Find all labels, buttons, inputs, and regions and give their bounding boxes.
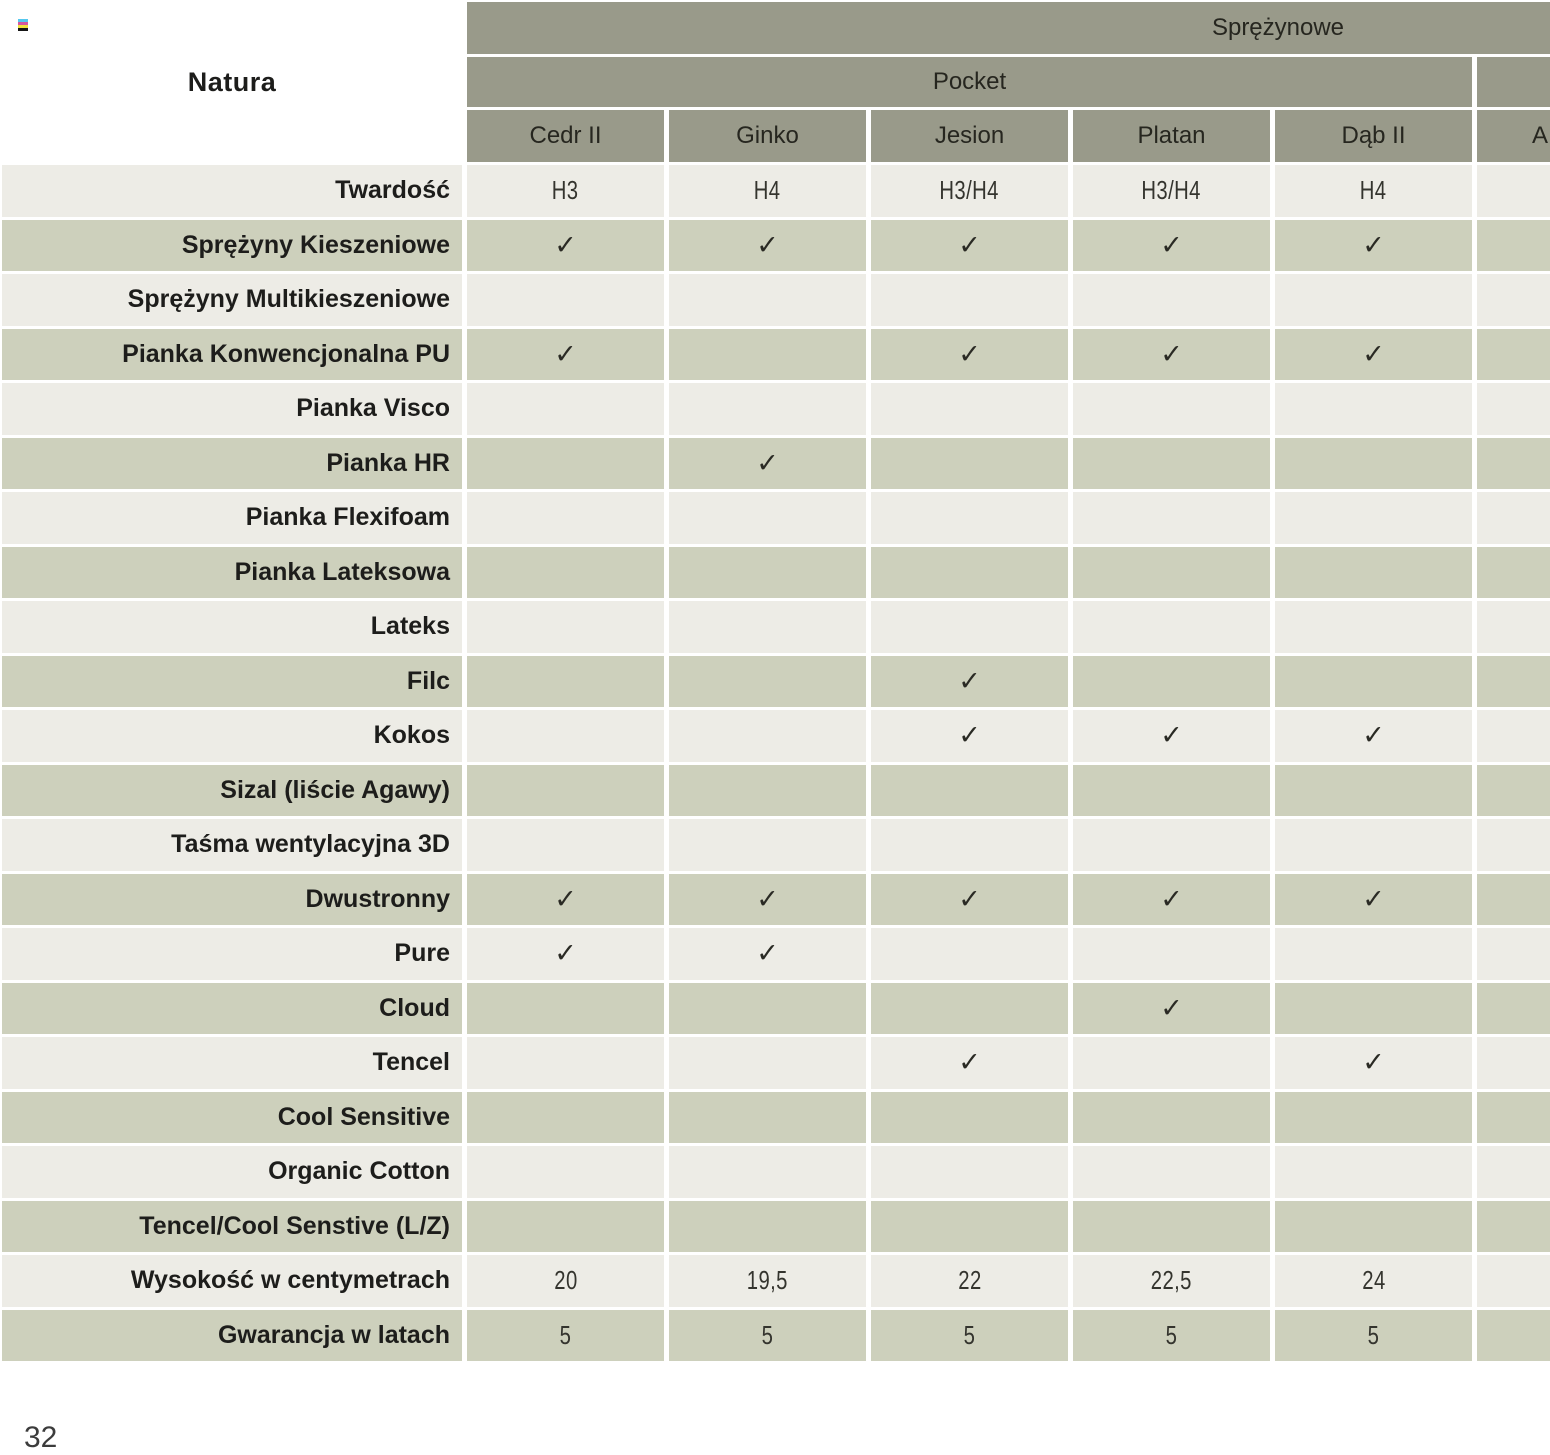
subgroup-header-partial (1477, 57, 1550, 107)
table-cell (1073, 765, 1270, 817)
table-cell (1073, 1037, 1270, 1089)
check-icon: ✓ (756, 883, 779, 914)
row-label: Pianka Visco (2, 383, 462, 435)
table-cell (1073, 656, 1270, 708)
cell-value: 5 (1165, 1319, 1178, 1350)
table-cell (669, 819, 866, 871)
table-cell (467, 329, 664, 381)
table-cell (1073, 983, 1270, 1035)
table-cell (1275, 1037, 1472, 1089)
table-cell (467, 819, 664, 871)
table-cell (669, 1092, 866, 1144)
row-label: Wysokość w centymetrach (2, 1255, 462, 1307)
table-cell (1073, 601, 1270, 653)
column-header-label: Ginko (736, 122, 799, 149)
check-icon: ✓ (1362, 1047, 1385, 1078)
row-label: Taśma wentylacyjna 3D (2, 819, 462, 871)
table-cell (467, 1146, 664, 1198)
table-cell (467, 983, 664, 1035)
check-icon: ✓ (554, 338, 577, 369)
column-header-label: Jesion (934, 122, 1005, 149)
table-cell (871, 1146, 1068, 1198)
column-header-partial (1477, 110, 1550, 162)
cell-value: 5 (963, 1319, 976, 1350)
table-cell (1073, 438, 1270, 490)
table-cell (467, 274, 664, 326)
table-cell (1275, 819, 1472, 871)
table-cell (1073, 1255, 1270, 1307)
table-cell (1275, 1310, 1472, 1362)
table-cell (1073, 874, 1270, 926)
check-icon: ✓ (554, 883, 577, 914)
group-header-label: Sprężynowe (1211, 14, 1345, 41)
column-header-label: Dąb II (1341, 122, 1406, 149)
table-cell (871, 383, 1068, 435)
table-cell (1275, 765, 1472, 817)
table-cell (669, 1201, 866, 1253)
check-icon: ✓ (958, 883, 981, 914)
table-cell (1073, 928, 1270, 980)
table-cell (871, 1037, 1068, 1089)
row-label: Cloud (2, 983, 462, 1035)
subgroup-pocket-label: Pocket (932, 68, 1007, 95)
table-cell (467, 438, 664, 490)
cell-value: H4 (754, 175, 781, 206)
table-cell (871, 928, 1068, 980)
table-cell (669, 765, 866, 817)
table-cell (871, 438, 1068, 490)
column-header-jesion (871, 110, 1068, 162)
cell-value: 22 (957, 1265, 982, 1296)
table-cell (1275, 710, 1472, 762)
table-cell-partial (1477, 220, 1550, 272)
table-cell (669, 1255, 866, 1307)
table-cell (871, 874, 1068, 926)
table-cell (467, 220, 664, 272)
check-icon: ✓ (756, 447, 779, 478)
table-cell (467, 1092, 664, 1144)
row-label: Sprężyny Kieszeniowe (2, 220, 462, 272)
table-cell (1275, 1092, 1472, 1144)
cell-value: H3/H4 (1141, 175, 1202, 206)
row-label: Dwustronny (2, 874, 462, 926)
comparison-table (2, 2, 1550, 1361)
table-cell (467, 1201, 664, 1253)
table-cell (871, 1310, 1068, 1362)
table-cell-partial (1477, 1310, 1550, 1362)
table-cell (669, 220, 866, 272)
row-label: Filc (2, 656, 462, 708)
table-cell (871, 1092, 1068, 1144)
table-cell-partial (1477, 383, 1550, 435)
table-cell-partial (1477, 329, 1550, 381)
cell-value: H3/H4 (939, 175, 1000, 206)
table-cell (1275, 983, 1472, 1035)
table-cell (1275, 383, 1472, 435)
cell-value: 19,5 (746, 1265, 789, 1296)
table-cell (669, 492, 866, 544)
column-header-dąb-ii (1275, 110, 1472, 162)
table-cell (1275, 928, 1472, 980)
check-icon: ✓ (958, 229, 981, 260)
subgroup-header-pocket (467, 57, 1472, 107)
table-cell (871, 983, 1068, 1035)
cell-value: 24 (1361, 1265, 1386, 1296)
table-cell-partial (1477, 928, 1550, 980)
table-cell (871, 601, 1068, 653)
table-cell (669, 547, 866, 599)
table-cell (1073, 1146, 1270, 1198)
page-number: 32 (24, 1421, 58, 1454)
collection-title-cell (2, 2, 462, 162)
table-cell (669, 438, 866, 490)
table-cell (467, 383, 664, 435)
check-icon: ✓ (1160, 229, 1183, 260)
row-label: Pianka HR (2, 438, 462, 490)
table-cell (669, 928, 866, 980)
table-cell (1073, 547, 1270, 599)
table-cell (1073, 710, 1270, 762)
table-cell (467, 1037, 664, 1089)
check-icon: ✓ (958, 665, 981, 696)
table-cell (871, 1255, 1068, 1307)
table-cell (871, 1201, 1068, 1253)
row-label: Tencel/Cool Senstive (L/Z) (2, 1201, 462, 1253)
cell-value: 22,5 (1150, 1265, 1193, 1296)
column-header-cedr-ii (467, 110, 664, 162)
table-cell (871, 765, 1068, 817)
check-icon: ✓ (1362, 229, 1385, 260)
table-cell (669, 383, 866, 435)
check-icon: ✓ (554, 229, 577, 260)
row-label: Pianka Lateksowa (2, 547, 462, 599)
table-cell (1275, 492, 1472, 544)
table-cell (1275, 220, 1472, 272)
table-cell (467, 547, 664, 599)
row-label: Sizal (liście Agawy) (2, 765, 462, 817)
table-cell (1275, 1201, 1472, 1253)
column-header-label: Platan (1137, 122, 1206, 149)
table-cell-partial (1477, 874, 1550, 926)
table-cell-partial (1477, 601, 1550, 653)
table-cell-partial (1477, 165, 1550, 217)
row-label: Kokos (2, 710, 462, 762)
column-header-label: Cedr II (529, 122, 602, 149)
table-cell (1073, 220, 1270, 272)
table-cell-partial (1477, 1092, 1550, 1144)
table-cell (1275, 547, 1472, 599)
table-cell (1073, 383, 1270, 435)
table-cell (1275, 1255, 1472, 1307)
row-label: Organic Cotton (2, 1146, 462, 1198)
table-cell (669, 601, 866, 653)
row-label: Tencel (2, 1037, 462, 1089)
check-icon: ✓ (1160, 992, 1183, 1023)
table-cell (467, 765, 664, 817)
table-cell-partial (1477, 547, 1550, 599)
row-label: Twardość (2, 165, 462, 217)
column-header-label-partial: A (1532, 122, 1549, 149)
table-cell (1073, 819, 1270, 871)
table-cell-partial (1477, 492, 1550, 544)
table-cell (1275, 329, 1472, 381)
table-cell (1073, 492, 1270, 544)
table-cell (1073, 165, 1270, 217)
check-icon: ✓ (756, 938, 779, 969)
row-label: Gwarancja w latach (2, 1310, 462, 1362)
table-cell (871, 710, 1068, 762)
check-icon: ✓ (1362, 720, 1385, 751)
check-icon: ✓ (1160, 338, 1183, 369)
collection-title: Natura (187, 66, 277, 97)
table-cell (1073, 274, 1270, 326)
table-cell (871, 220, 1068, 272)
table-cell (871, 819, 1068, 871)
check-icon: ✓ (1160, 720, 1183, 751)
check-icon: ✓ (1362, 883, 1385, 914)
table-cell (1073, 1092, 1270, 1144)
table-cell (467, 601, 664, 653)
table-cell (1275, 601, 1472, 653)
cell-value: 5 (1367, 1319, 1380, 1350)
table-cell (467, 874, 664, 926)
check-icon: ✓ (958, 1047, 981, 1078)
table-cell-partial (1477, 274, 1550, 326)
table-cell (669, 983, 866, 1035)
table-cell (669, 329, 866, 381)
table-cell-partial (1477, 1037, 1550, 1089)
table-cell (669, 710, 866, 762)
table-cell (1275, 438, 1472, 490)
cell-value: H3 (552, 175, 579, 206)
row-label: Pianka Flexifoam (2, 492, 462, 544)
table-cell (1073, 1201, 1270, 1253)
check-icon: ✓ (958, 338, 981, 369)
table-cell (467, 928, 664, 980)
table-cell (871, 274, 1068, 326)
table-cell (467, 656, 664, 708)
check-icon: ✓ (1160, 883, 1183, 914)
table-cell-partial (1477, 1201, 1550, 1253)
cell-value: 5 (761, 1319, 774, 1350)
cell-value: 5 (559, 1319, 572, 1350)
table-cell (467, 1255, 664, 1307)
column-header-ginko (669, 110, 866, 162)
row-label: Lateks (2, 601, 462, 653)
check-icon: ✓ (554, 938, 577, 969)
table-cell-partial (1477, 1146, 1550, 1198)
column-header-platan (1073, 110, 1270, 162)
table-cell (1073, 329, 1270, 381)
table-cell (1073, 1310, 1270, 1362)
table-cell (669, 1146, 866, 1198)
cell-value: 20 (553, 1265, 578, 1296)
table-cell (669, 274, 866, 326)
cell-value: H4 (1360, 175, 1387, 206)
table-cell-partial (1477, 438, 1550, 490)
table-cell-partial (1477, 819, 1550, 871)
check-icon: ✓ (958, 720, 981, 751)
table-cell (669, 1037, 866, 1089)
table-cell (1275, 1146, 1472, 1198)
table-cell-partial (1477, 656, 1550, 708)
table-cell (669, 874, 866, 926)
table-cell (669, 656, 866, 708)
table-cell (871, 492, 1068, 544)
group-header-sprezynowe (467, 2, 1550, 54)
table-cell (669, 1310, 866, 1362)
table-cell (467, 492, 664, 544)
row-label: Cool Sensitive (2, 1092, 462, 1144)
table-cell (871, 656, 1068, 708)
row-label: Sprężyny Multikieszeniowe (2, 274, 462, 326)
table-cell (871, 329, 1068, 381)
row-label: Pianka Konwencjonalna PU (2, 329, 462, 381)
table-cell (1275, 274, 1472, 326)
table-cell-partial (1477, 710, 1550, 762)
table-cell (1275, 165, 1472, 217)
table-cell-partial (1477, 1255, 1550, 1307)
table-cell-partial (1477, 983, 1550, 1035)
table-cell (467, 710, 664, 762)
table-cell (1275, 656, 1472, 708)
table-cell (467, 165, 664, 217)
row-label: Pure (2, 928, 462, 980)
check-icon: ✓ (1362, 338, 1385, 369)
table-cell (1275, 874, 1472, 926)
table-cell (871, 165, 1068, 217)
table-cell (467, 1310, 664, 1362)
table-cell-partial (1477, 765, 1550, 817)
table-cell (871, 547, 1068, 599)
table-cell (669, 165, 866, 217)
check-icon: ✓ (756, 229, 779, 260)
